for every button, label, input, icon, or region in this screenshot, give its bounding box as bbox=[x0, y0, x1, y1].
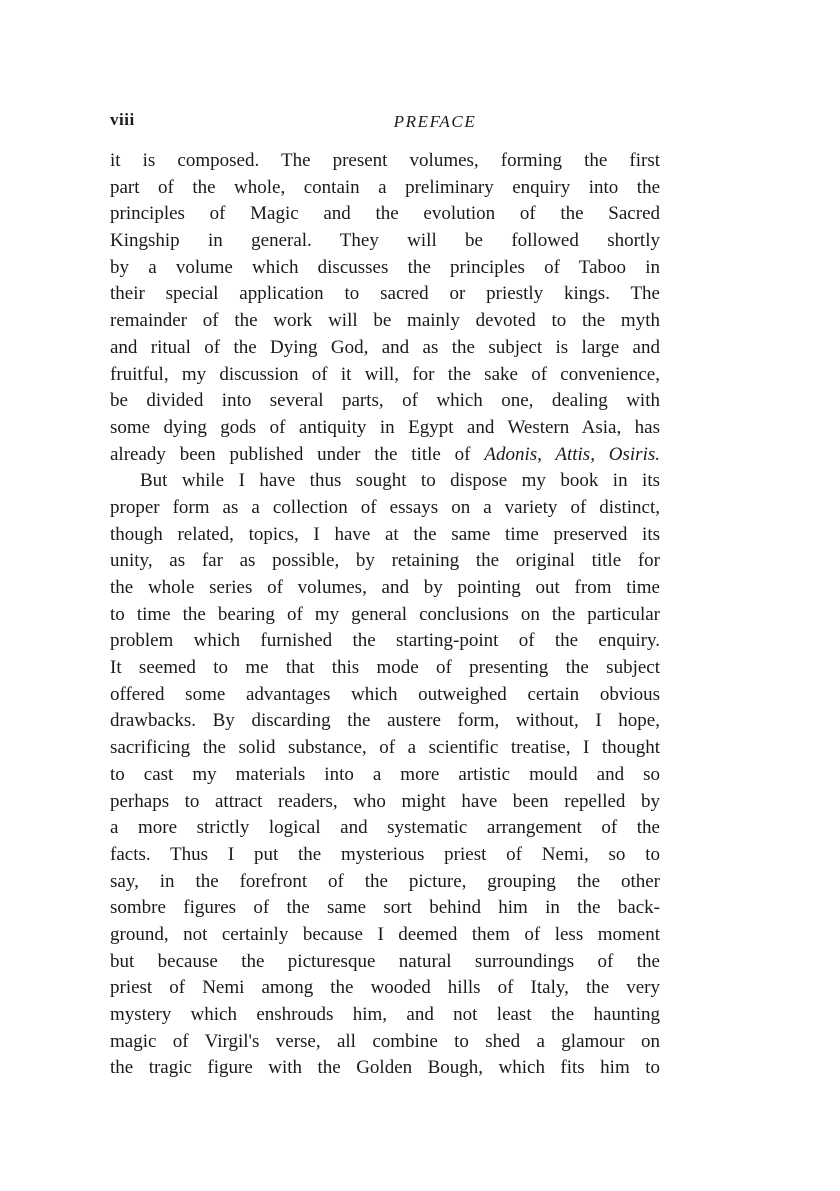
text-line: the tragic figure with the Golden Bough, which fits him to bbox=[110, 1057, 660, 1079]
text-line: facts. Thus I put the mysterious priest of Nemi, so to bbox=[110, 843, 660, 865]
text-line: fruitful, my discussion of it will, for the sake of convenience, bbox=[110, 363, 660, 385]
text-line: but because the picturesque natural surroundings of the bbox=[110, 950, 660, 972]
text-line: say, in the forefront of the picture, grouping the other bbox=[110, 870, 660, 892]
text-line: and ritual of the Dying God, and as the subject is large and bbox=[110, 336, 660, 358]
text-line: to time the bearing of my general conclusions on the particular bbox=[110, 603, 660, 625]
text-line: be divided into several parts, of which one, dealing with bbox=[110, 390, 660, 412]
text-line: ground, not certainly because I deemed them of less moment bbox=[110, 923, 660, 945]
text-line: by a volume which discusses the principles of Taboo in bbox=[110, 256, 660, 278]
text-line: problem which furnished the starting-point of the enquiry. bbox=[110, 630, 660, 652]
text-line-with-title bbox=[110, 442, 660, 469]
text-line: the whole series of volumes, and by pointing out from time bbox=[110, 577, 660, 598]
text-line: to cast my materials into a more artistic mould and so bbox=[110, 763, 660, 785]
text-line: though related, topics, I have at the same time preserved its bbox=[110, 523, 660, 545]
text-line: priest of Nemi among the wooded hills of Italy, the very bbox=[110, 977, 660, 999]
text-line: sacrificing the solid substance, of a scientific treatise, I thought bbox=[110, 737, 660, 759]
text-line: magic of Virgil's verse, all combine to shed a glamour on bbox=[110, 1030, 660, 1052]
text-line: unity, as far as possible, by retaining the original title for bbox=[110, 550, 660, 572]
text-line: sombre figures of the same sort behind him in the back- bbox=[110, 897, 660, 919]
paragraph-start-line: But while I have thus sought to dispose my book in its bbox=[140, 470, 660, 492]
text-line: part of the whole, contain a preliminary enquiry into the bbox=[110, 176, 660, 198]
running-title: PREFACE bbox=[393, 112, 477, 131]
text-line: their special application to sacred or priestly kings. The bbox=[110, 283, 660, 305]
text-line-start: already been published under the title of bbox=[110, 443, 485, 465]
text-line: a more strictly logical and systematic arrangement of the bbox=[110, 817, 660, 839]
body-text bbox=[110, 148, 660, 1082]
text-line: remainder of the work will be mainly devoted to the myth bbox=[110, 310, 660, 332]
text-line: proper form as a collection of essays on a variety of distinct, bbox=[110, 496, 660, 518]
book-title: Adonis, Attis, Osiris. bbox=[484, 443, 660, 465]
page-number: viii bbox=[110, 110, 135, 129]
text-line: drawbacks. By discarding the austere form, without, I hope, bbox=[110, 710, 660, 732]
text-line: principles of Magic and the evolution of the Sacred bbox=[110, 203, 660, 225]
text-line: perhaps to attract readers, who might have been repelled by bbox=[110, 790, 660, 812]
text-line: Kingship in general. They will be followed shortly bbox=[110, 230, 660, 252]
text-line: some dying gods of antiquity in Egypt and Western Asia, has bbox=[110, 416, 660, 438]
text-line: mystery which enshrouds him, and not least the haunting bbox=[110, 1004, 660, 1025]
text-line: It seemed to me that this mode of presenting the subject bbox=[110, 657, 660, 679]
text-line: it is composed. The present volumes, forming the first bbox=[110, 150, 660, 171]
text-line: offered some advantages which outweighed certain obvious bbox=[110, 683, 660, 705]
